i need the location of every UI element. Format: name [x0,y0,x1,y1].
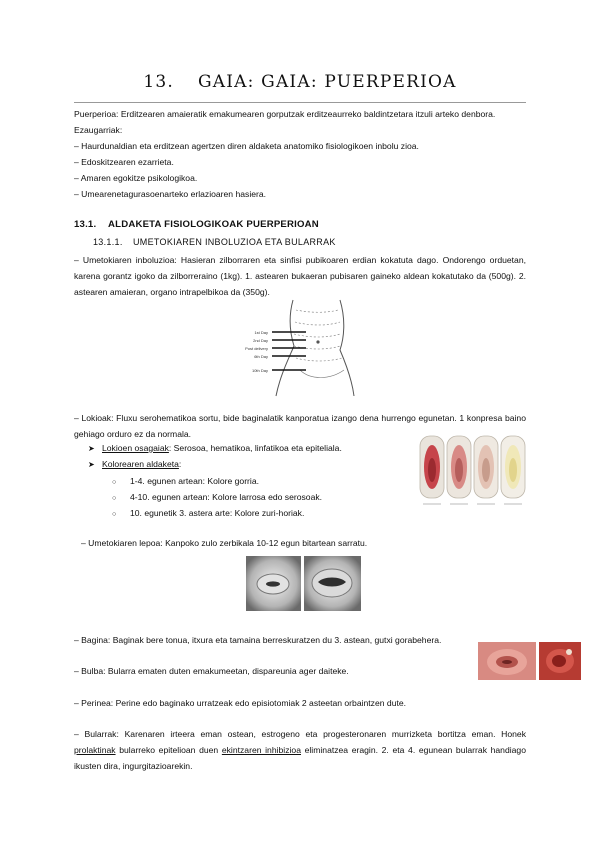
section-heading [74,219,319,230]
subsection-title: UMETOKIAREN INBOLUZIOA ETA BULARRAK [133,237,336,247]
circle-bullet-icon: ○ [112,495,117,502]
prolaktinak-term: prolaktinak [74,745,116,755]
color-stage-text: 10. egunetik 3. astera arte: Kolore zuri-horiak. [130,508,305,518]
uterus-involution-drawing [245,298,358,398]
feature-item: – Haurdunaldian eta erditzean agertzen diren aldaketa anatomiko fisiologikoen inbolu zioa. [74,141,419,151]
section-number: 13.1. [74,219,97,230]
bularrak-text-2: bularreko epitelioan duen [115,745,222,755]
feature-item: – Amaren egokitze psikologikoa. [74,173,198,183]
definition-paragraph: Puerperioa: Erditzearen amaieratik emakumearen gorputzak erditzeaurreko baldintzetara itzuli arteko denbora. [74,109,496,119]
involution-label: 1st Day [254,330,268,335]
color-stage-item [112,475,259,489]
color-stage-text: 4-10. egunen artean: Kolore larrosa edo serosoak. [130,492,323,502]
perineum-photo-right [539,642,581,680]
cervix-figure [246,556,361,611]
lokioak-paragraph: – Lokioak: Fluxu serohematikoa sortu, bide baginalatik kanporatua izango dena hurrengo egunetan. 1 konpresa baino gehiago orduro ez da normala. [74,413,526,439]
section-title: ALDAKETA FISIOLOGIKOAK PUERPERIOAN [108,219,319,230]
feature-item: – Umearenetagurasoenarteko erlazioaren hasiera. [74,189,267,199]
kolorearen-aldaketa-label: Kolorearen aldaketa [102,459,179,469]
lochia-pads-figure [417,432,529,514]
features-label: Ezaugarriak: [74,125,123,135]
bagina-paragraph: – Bagina: Baginak bere tonua, itxura eta tamaina berreskuratzen du 3. astean, gutxi gorabehera. [74,635,442,645]
uterus-involution-figure [245,298,358,398]
feature-item: – Edoskitzearen ezarrieta. [74,157,174,167]
perineum-photo-left-drawing [478,642,536,680]
color-stage-item [112,491,322,505]
lokioen-osagaiak-item [88,442,342,455]
involution-label: 6th Day [254,354,268,359]
bularrak-text-1: – Bularrak: Karenaren irteera eman ostean, estrogeno eta progesteronaren murrizketa bortitza eman. Honek [74,729,526,739]
subsection-heading [93,237,336,247]
inboluzioa-paragraph: – Umetokiaren inboluzioa: Hasieran zilborraren eta sinfisi pubikoaren erdian kokatuta dago. Ondorengo orduetan, karena gorantz igoko da zilborreraino (1kg). 1. astearen bukaeran pubisaren gaineko aldean kokatutako da (500g). 2. astearen amaieran, organo intrapelbikoa da (350g). [74,255,526,297]
perineum-photo-left [478,642,536,680]
color-stage-text: 1-4. egunen artean: Kolore gorria. [130,476,259,486]
cervix-drawing [246,556,361,611]
color-stage-item [112,507,304,521]
bulba-paragraph: – Bulba: Bularra ematen duten emakumeetan, dispareunia ager daiteke. [74,666,349,676]
circle-bullet-icon: ○ [112,479,117,486]
ekintzaren-inhibizioa-term: ekintzaren inhibizioa [221,745,301,755]
involution-label: Post delivery [245,346,268,351]
arrow-bullet-icon: ➤ [88,444,95,453]
subsection-number: 13.1.1. [93,237,123,247]
circle-bullet-icon: ○ [112,511,117,518]
chapter-title: GAIA: GAIA: PUERPERIOA [198,72,457,92]
title-divider [74,102,526,103]
involution-label: 2nd Day [253,338,268,343]
page-title [0,72,600,92]
bularrak-text-3: eliminatzea eragin. 2. eta 4. egunean bularrak handiago ikusten dira, ingurgitazioarekin. [74,745,526,771]
perinea-paragraph: – Perinea: Perine edo baginako urratzeak edo episiotomiak 2 asteetan orbaintzen dute. [74,698,407,708]
kolorearen-aldaketa-item [88,458,181,471]
umetokiaren-lepoa-paragraph: – Umetokiaren lepoa: Kanpoko zulo zerbikala 10-12 egun bitartean sarratu. [81,538,368,548]
kolorearen-aldaketa-colon: : [178,459,182,469]
lokioen-osagaiak-label: Lokioen osagaiak [102,443,169,453]
perineum-photo-right-drawing [539,642,581,680]
arrow-bullet-icon: ➤ [88,460,95,469]
chapter-number: 13. [143,72,174,92]
lokioen-osagaiak-text: : Serosoa, hematikoa, linfatikoa eta epiteliala. [168,443,342,453]
bularrak-paragraph [74,726,526,774]
involution-label: 10th Day [251,368,268,373]
lochia-pads-drawing [417,432,529,514]
